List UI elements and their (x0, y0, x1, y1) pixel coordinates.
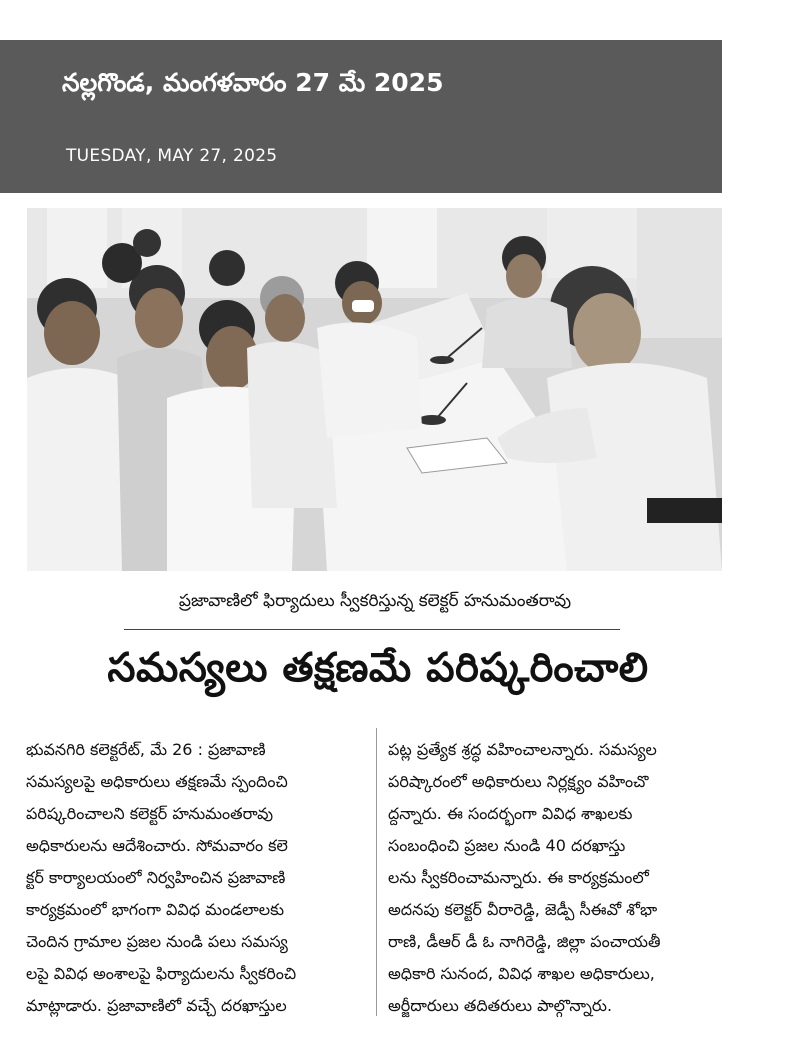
article-headline: సమస్యలు తక్షణమే పరిష్కరించాలి (107, 645, 649, 691)
edition-title: నల్లగొండ, మంగళవారం 27 మే 2025 (62, 68, 444, 97)
text-line: పట్ల ప్రత్యేక శ్రద్ధ వహించాలన్నారు. సమస్యల (388, 740, 657, 759)
text-line: ద్దన్నారు. ఈ సందర్భంగా వివిధ శాఖలకు (388, 804, 633, 823)
caption-divider (124, 629, 620, 630)
text-line: భువనగిరి కలెక్టరేట్, మే 26 : ప్రజావాణి (26, 740, 266, 759)
text-line: అధికారి సునంద, వివిధ శాఖల అధికారులు, (388, 964, 655, 983)
text-line: పరిష్కారంలో అధికారులు నిర్లక్ష్యం వహించొ (388, 772, 649, 791)
text-line: అర్జీదారులు తదితరులు పాల్గొన్నారు. (388, 996, 613, 1015)
text-line: చెందిన గ్రామాల ప్రజల నుండి పలు సమస్య (26, 932, 288, 951)
text-line: అదనపు కలెక్టర్ వీరారెడ్డి, జెడ్పీ సీఈవో శోభా (388, 900, 658, 919)
meeting-photo (27, 208, 722, 571)
photo-caption: ప్రజావాణిలో ఫిర్యాదులు స్వీకరిస్తున్న కలెక్టర్ హనుమంతరావు (178, 591, 572, 611)
edition-date: TUESDAY, MAY 27, 2025 (66, 146, 278, 166)
column-divider (376, 728, 377, 1016)
text-line: సమస్యలపై అధికారులు తక్షణమే స్పందించి (26, 772, 288, 791)
text-line: మాట్లాడారు. ప్రజావాణిలో వచ్చే దరఖాస్తుల (26, 996, 287, 1015)
text-line: లను స్వీకరించామన్నారు. ఈ కార్యక్రమంలో (388, 868, 649, 887)
article-column-left (26, 734, 364, 1022)
text-line: అధికారులను ఆదేశించారు. సోమవారం కలె (26, 836, 288, 855)
text-line: క్టర్ కార్యాలయంలో నిర్వహించిన ప్రజావాణి (26, 868, 286, 887)
text-line: లపై వివిధ అంశాలపై ఫిర్యాదులను స్వీకరించి (26, 964, 297, 983)
text-line: పరిష్కరించాలని కలెక్టర్ హనుమంతరావు (26, 804, 274, 823)
article-column-right (388, 734, 726, 1022)
text-line: సంబంధించి ప్రజల నుండి 40 దరఖాస్తు (388, 836, 626, 855)
text-line: కార్యక్రమంలో భాగంగా వివిధ మండలాలకు (26, 900, 285, 919)
text-line: రాణి, డీఆర్ డీ ఓ నాగిరెడ్డి, జిల్లా పంచాయతీ (388, 932, 661, 951)
meeting-photo-illustration (27, 208, 722, 571)
masthead-banner (0, 40, 722, 193)
